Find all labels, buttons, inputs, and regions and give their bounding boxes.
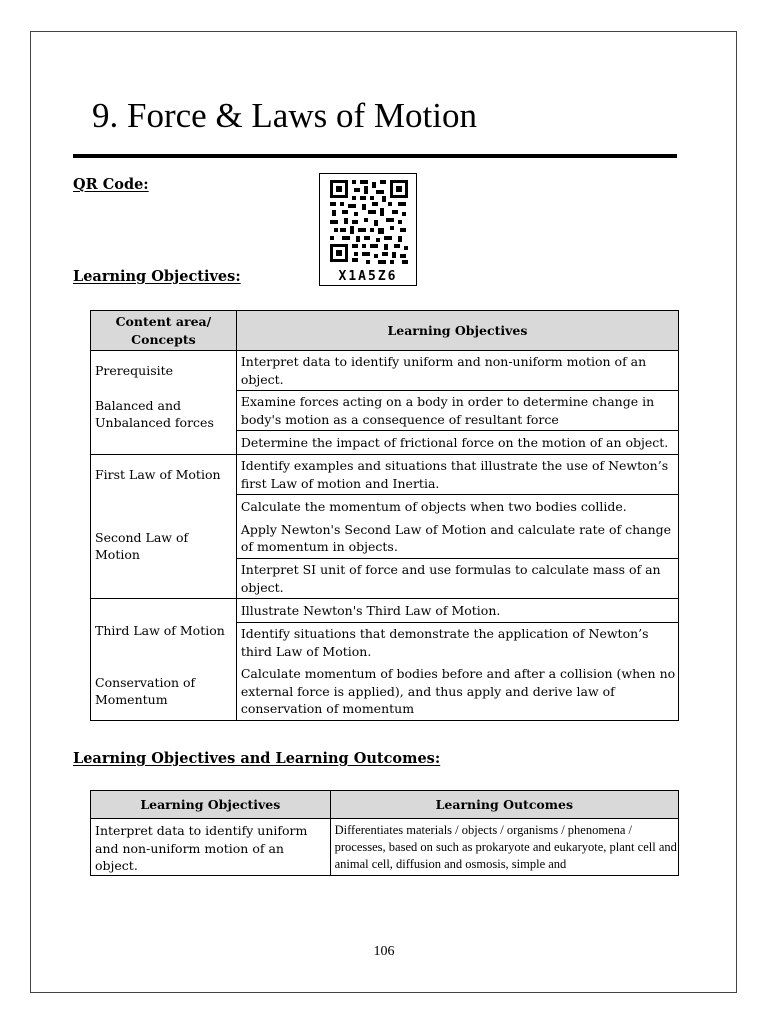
objective-cell: Calculate momentum of bodies before and after a collision (when no external force is applied), and thus apply and derive law of conservation of momentum [236,663,678,721]
concept-cell: First Law of Motion [91,455,237,495]
table-row [91,495,679,519]
concept-cell: Conservation of Momentum [91,663,237,721]
concept-cell: Balanced and Unbalanced forces [91,391,237,455]
chapter-title: 9. Force & Laws of Motion [92,96,477,135]
objective-cell: Apply Newton's Second Law of Motion and calculate rate of change of momentum in objects. [236,519,678,559]
objective-cell: Determine the impact of frictional force on the motion of an object. [236,431,678,455]
page-number: 106 [373,944,395,959]
header-learning-objectives: Learning Objectives [91,791,331,819]
learning-objectives-heading: Learning Objectives: [73,268,241,285]
header-learning-objectives: Learning Objectives [236,311,678,351]
objective-cell: Illustrate Newton's Third Law of Motion. [236,599,678,623]
qr-code-heading: QR Code: [73,176,149,193]
table-row [91,455,679,495]
concept-cell: Second Law of Motion [91,495,237,599]
qr-code[interactable] [319,173,417,286]
objective-cell: Interpret SI unit of force and use formulas to calculate mass of an object. [236,559,678,599]
objective-cell: Identify situations that demonstrate the application of Newton’s third Law of Motion. [236,623,678,663]
table-row [91,663,679,721]
title-rule [73,154,677,158]
objective-cell: Identify examples and situations that illustrate the use of Newton’s first Law of motion and Inertia. [236,455,678,495]
table-row [91,391,679,431]
objective-cell: Interpret data to identify uniform and non-uniform motion of an object. [236,351,678,391]
table-row [91,599,679,623]
table-row [91,351,679,391]
table-row [91,819,679,876]
table-header-row [91,791,679,819]
qr-code-text: X1A5Z6 [338,269,398,284]
table-header-row [91,311,679,351]
objective-cell: Examine forces acting on a body in order to determine change in body's motion as a consequence of resultant force [236,391,678,431]
learning-objectives-table [90,310,679,721]
qr-pattern-icon [328,178,410,266]
learning-outcomes-table [90,790,679,876]
header-content-area: Content area/ Concepts [91,311,237,351]
outcome-cell: Differentiates materials / objects / organisms / phenomena / processes, based on such as prokaryote and eukaryote, plant cell and animal cell, diffusion and osmosis, simple and [330,819,678,876]
header-learning-outcomes: Learning Outcomes [330,791,678,819]
objective-cell: Interpret data to identify uniform and non-uniform motion of an object. [91,819,331,876]
learning-outcomes-heading: Learning Objectives and Learning Outcomes: [73,750,441,767]
concept-cell: Third Law of Motion [91,599,237,663]
concept-cell: Prerequisite [91,351,237,391]
objective-cell: Calculate the momentum of objects when two bodies collide. [236,495,678,519]
